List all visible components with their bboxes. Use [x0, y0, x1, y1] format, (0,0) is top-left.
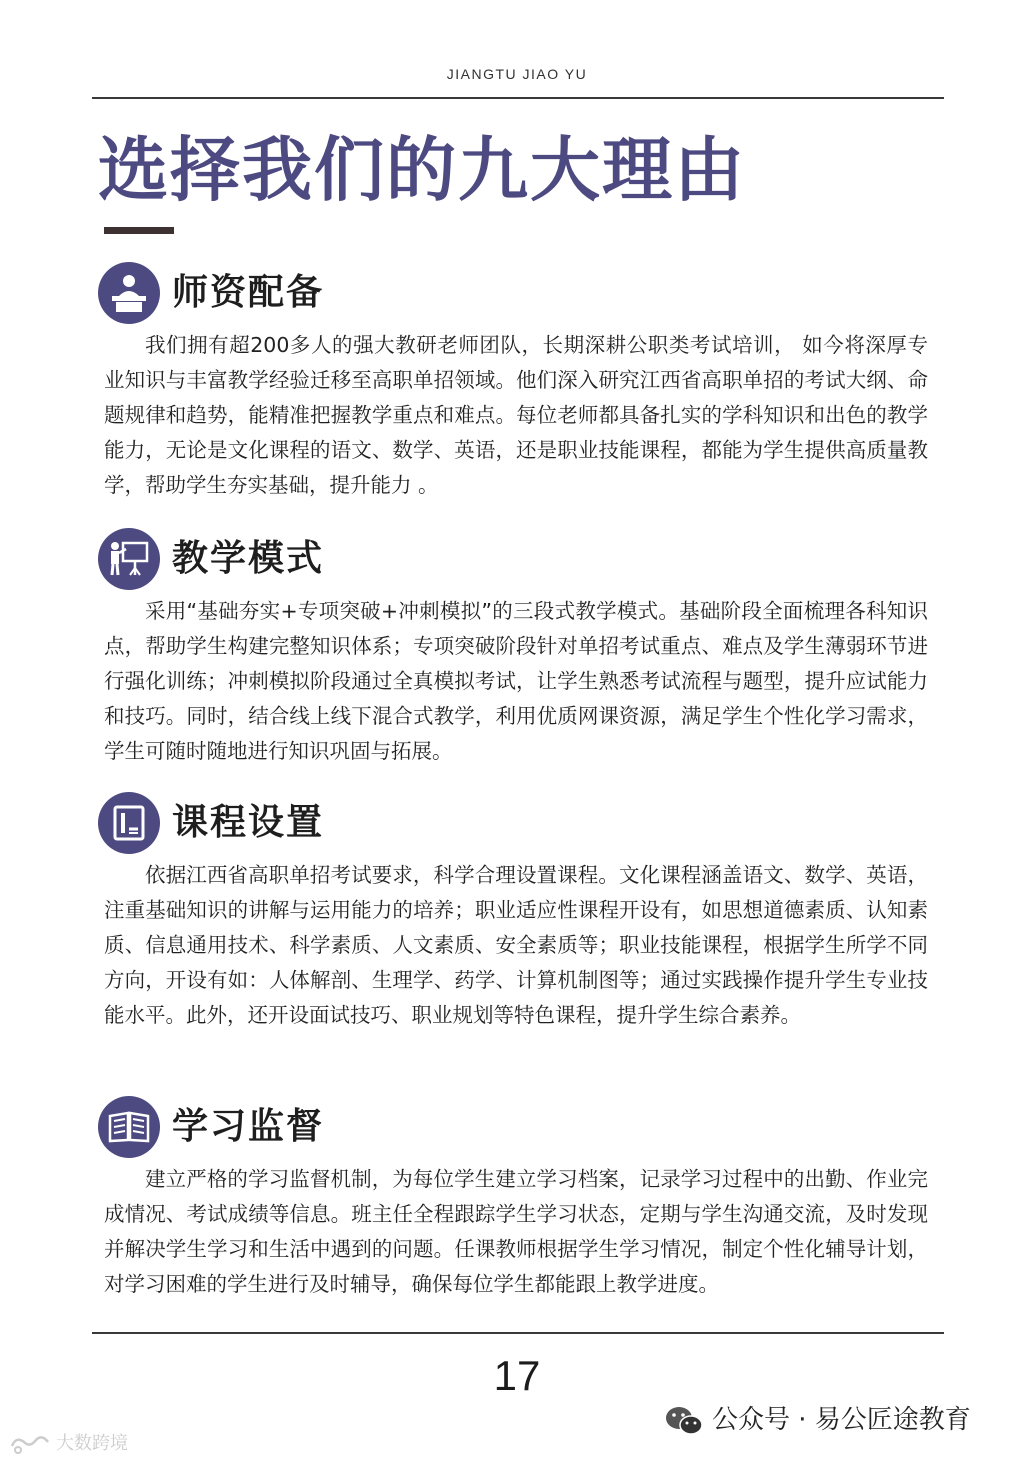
watermark-left-text: 大数跨境 [56, 1433, 128, 1454]
section-title: 师资配备 [172, 272, 325, 313]
document-icon [98, 792, 160, 854]
section-faculty [98, 262, 928, 503]
section-title: 学习监督 [172, 1106, 325, 1147]
title-underline [104, 227, 174, 234]
header-brand: JIANGTU JIAO YU [446, 66, 588, 82]
open-book-icon [98, 1096, 160, 1158]
teacher-presentation-icon [98, 262, 160, 324]
section-body: 采用“基础夯实+专项突破+冲刺模拟”的三段式教学模式。基础阶段全面梳理各科知识点，帮助学生构建完整知识体系；专项突破阶段针对单招考试重点、难点及学生薄弱环节进行强化训练；冲刺模拟阶段通过全真模拟考试，让学生熟悉考试流程与题型，提升应试能力和技巧。同时，结合线上线下混合式教学，利用优质网课资源，满足学生个性化学习需求，学生可随时随地进行知识巩固与拓展。 [104, 599, 928, 763]
section-curriculum [98, 792, 928, 1033]
page-title: 选择我们的九大理由 [98, 129, 746, 211]
section-body: 建立严格的学习监督机制，为每位学生建立学习档案，记录学习过程中的出勤、作业完成情况、考试成绩等信息。班主任全程跟踪学生学习状态，定期与学生沟通交流，及时发现并解决学生学习和生活中遇到的问题。任课教师根据学生学习情况，制定个性化辅导计划，对学习困难的学生进行及时辅导，确保每位学生都能跟上教学进度。 [104, 1167, 928, 1296]
section-title: 教学模式 [172, 538, 325, 579]
section-header [98, 262, 928, 326]
section-header [98, 528, 928, 592]
section-supervision [98, 1096, 928, 1302]
watermark-left [8, 1430, 128, 1458]
section-title: 课程设置 [172, 802, 325, 843]
watermark-wechat-text: 公众号 · 易公匠途教育 [712, 1405, 971, 1435]
page-number: 17 [493, 1352, 541, 1399]
section-teaching-mode [98, 528, 928, 769]
section-body: 我们拥有超200多人的强大教研老师团队，长期深耕公职类考试培训， 如今将深厚专业知识与丰富教学经验迁移至高职单招领域。他们深入研究江西省高职单招的考试大纲、命题规律和趋势，能精准把握教学重点和难点。每位老师都具备扎实的学科知识和出色的教学能力，无论是文化课程的语文、数学、英语，还是职业技能课程，都能为学生提供高质量教学，帮助学生夯实基础，提升能力 。 [104, 333, 928, 497]
wechat-icon [664, 1405, 704, 1437]
header-rule [92, 97, 944, 99]
footer-rule [92, 1332, 944, 1334]
section-header [98, 1096, 928, 1160]
teaching-board-icon [98, 528, 160, 590]
watermark-wechat [664, 1402, 971, 1438]
section-body: 依据江西省高职单招考试要求，科学合理设置课程。文化课程涵盖语文、数学、英语，注重基础知识的讲解与运用能力的培养；职业适应性课程开设有，如思想道德素质、认知素质、信息通用技术、科学素质、人文素质、安全素质等；职业技能课程，根据学生所学不同方向，开设有如：人体解剖、生理学、药学、计算机制图等；通过实践操作提升学生专业技能水平。此外，还开设面试技巧、职业规划等特色课程，提升学生综合素养。 [104, 863, 928, 1027]
swirl-logo-icon [8, 1432, 52, 1456]
section-header [98, 792, 928, 856]
